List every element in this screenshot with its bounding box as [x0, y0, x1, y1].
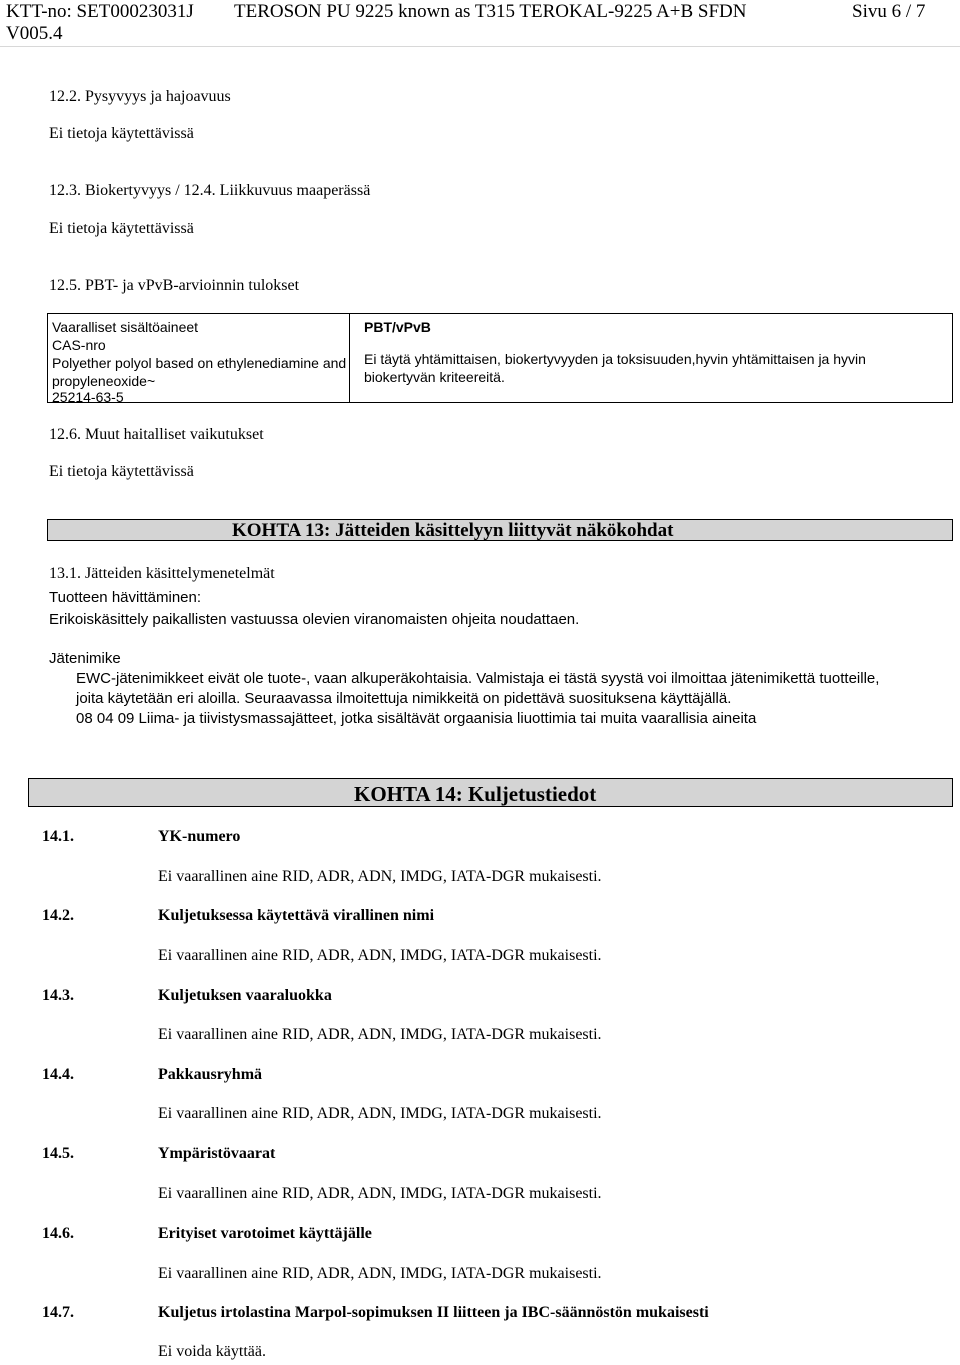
transport-item-title: Kuljetus irtolastina Marpol-sopimuksen II liitteen ja IBC-säännöstön mukaisesti [158, 1304, 709, 1321]
section-12-3-text: Ei tietoja käytettävissä [49, 220, 194, 237]
table-header-cas: CAS-nro [52, 337, 106, 353]
table-header-pbt: PBT/vPvB [364, 319, 431, 335]
section-12-6-title: 12.6. Muut haitalliset vaikutukset [49, 426, 264, 443]
table-header-substances: Vaaralliset sisältöaineet [52, 319, 199, 335]
waste-line-1: EWC-jätenimikkeet eivät ole tuote-, vaan alkuperäkohtaisia. Valmistaja ei tästä syystä voi ilmoittaa jätenimikettä tuotteille, [76, 670, 880, 687]
transport-item-title: Ympäristövaarat [158, 1145, 276, 1162]
disposal-text: Erikoiskäsittely paikallisten vastuussa olevien viranomaisten ohjeita noudattaen. [49, 611, 580, 628]
transport-item-title: Erityiset varotoimet käyttäjälle [158, 1225, 372, 1242]
waste-line-2: joita käytetään eri aloilla. Seuraavassa ilmoitettuja nimikkeitä on pidettävä suosituksena käyttäjällä. [76, 690, 732, 707]
transport-item-number: 14.6. [42, 1225, 74, 1242]
section-13-1-title: 13.1. Jätteiden käsittelymenetelmät [49, 565, 275, 582]
waste-label: Jätenimike [49, 650, 121, 667]
transport-item-text: Ei vaarallinen aine RID, ADR, ADN, IMDG, IATA-DGR mukaisesti. [158, 868, 602, 885]
transport-item-number: 14.7. [42, 1304, 74, 1321]
page-number: Sivu 6 / 7 [852, 1, 926, 22]
transport-item-number: 14.5. [42, 1145, 74, 1162]
transport-item-text: Ei vaarallinen aine RID, ADR, ADN, IMDG, IATA-DGR mukaisesti. [158, 1185, 602, 1202]
header-divider [0, 46, 960, 47]
disposal-label: Tuotteen hävittäminen: [49, 589, 202, 606]
table-divider [349, 314, 350, 402]
transport-item-text: Ei vaarallinen aine RID, ADR, ADN, IMDG, IATA-DGR mukaisesti. [158, 947, 602, 964]
table-result-line2: biokertyvän kriteereitä. [364, 369, 505, 385]
table-cas-value: 25214-63-5 [52, 389, 124, 405]
section-14-title: KOHTA 14: Kuljetustiedot [354, 782, 597, 806]
table-substance-line1: Polyether polyol based on ethylenediamine and [52, 355, 347, 371]
transport-item-title: YK-numero [158, 828, 241, 845]
section-12-2-title: 12.2. Pysyvyys ja hajoavuus [49, 88, 231, 105]
transport-item-text: Ei vaarallinen aine RID, ADR, ADN, IMDG, IATA-DGR mukaisesti. [158, 1265, 602, 1282]
transport-item-number: 14.3. [42, 987, 74, 1004]
section-12-3-title: 12.3. Biokertyvyys / 12.4. Liikkuvuus maaperässä [49, 182, 371, 199]
transport-item-title: Pakkausryhmä [158, 1066, 263, 1083]
section-12-6-text: Ei tietoja käytettävissä [49, 463, 194, 480]
transport-item-number: 14.2. [42, 907, 74, 924]
transport-item-text: Ei voida käyttää. [158, 1343, 266, 1360]
transport-item-number: 14.4. [42, 1066, 74, 1083]
section-13-bar [47, 519, 953, 541]
waste-line-3: 08 04 09 Liima- ja tiivistysmassajätteet, jotka sisältävät orgaanisia liuottimia tai muita vaarallisia aineita [76, 710, 757, 727]
section-12-5-title: 12.5. PBT- ja vPvB-arvioinnin tulokset [49, 277, 300, 294]
transport-item-text: Ei vaarallinen aine RID, ADR, ADN, IMDG, IATA-DGR mukaisesti. [158, 1026, 602, 1043]
pbt-table [47, 313, 953, 403]
section-13-title: KOHTA 13: Jätteiden käsittelyyn liittyvät näkökohdat [232, 520, 674, 541]
table-substance-line2: propyleneoxide~ [52, 373, 156, 389]
doc-version: V005.4 [6, 23, 63, 44]
transport-item-text: Ei vaarallinen aine RID, ADR, ADN, IMDG, IATA-DGR mukaisesti. [158, 1105, 602, 1122]
transport-item-title: Kuljetuksen vaaraluokka [158, 987, 332, 1004]
doc-id: KTT-no: SET00023031J [6, 1, 194, 22]
table-result-line1: Ei täytä yhtämittaisen, biokertyvyyden ja toksisuuden,hyvin yhtämittaisen ja hyvin [364, 351, 866, 367]
doc-title: TEROSON PU 9225 known as T315 TEROKAL-9225 A+B SFDN [234, 1, 747, 22]
section-14-bar [28, 778, 953, 807]
transport-item-number: 14.1. [42, 828, 74, 845]
section-12-2-text: Ei tietoja käytettävissä [49, 125, 194, 142]
transport-item-title: Kuljetuksessa käytettävä virallinen nimi [158, 907, 435, 924]
